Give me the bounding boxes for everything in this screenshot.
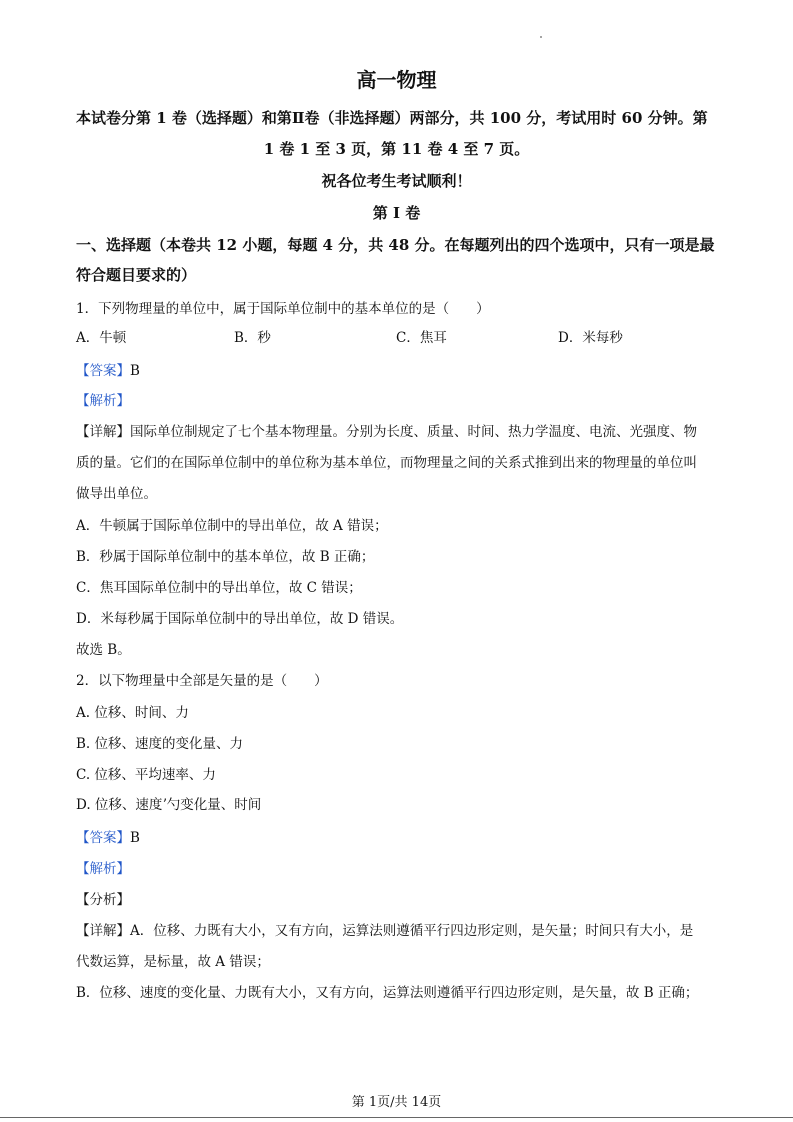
bottom-rule (0, 1117, 793, 1118)
q2-option-a: A. 位移、时间、力 (76, 705, 189, 721)
intro-line-2: 1 卷 1 至 3 页，第 11 卷 4 至 7 页。 (263, 140, 530, 158)
q1-explain-d: D．米每秒属于国际单位制中的导出单位，故 D 错误。 (76, 611, 404, 627)
q1-option-b: B．秒 (234, 330, 271, 346)
q1-option-d: D．米每秒 (558, 330, 623, 346)
q1-option-a: A．牛顿 (76, 330, 127, 346)
q1-analysis-tag: 【解析】 (76, 393, 130, 409)
q2-option-b: B. 位移、速度的变化量、力 (76, 736, 244, 752)
q2-answer-tag: 【答案】 (76, 830, 130, 846)
part-heading: 第 I 卷 (372, 204, 421, 222)
q1-explain-b: B．秒属于国际单位制中的基本单位，故 B 正确； (76, 549, 375, 565)
q2-detail-line-1 (76, 919, 693, 939)
scan-dot (540, 36, 542, 38)
q2-option-d: D. 位移、速度ʼ勺变化量、时间 (76, 797, 262, 813)
q1-answer-value: B (130, 363, 140, 379)
intro-line-1: 本试卷分第 1 卷（选择题）和第Ⅱ卷（非选择题）两部分，共 100 分，考试用时 60 分钟。第 (76, 109, 708, 127)
q1-detail-text-1: 国际单位制规定了七个基本物理量。分别为长度、质量、时间、热力学温度、电流、光强度、物 (130, 424, 697, 440)
q2-analysis-tag: 【解析】 (76, 861, 130, 877)
wish-text: 祝各位考生考试顺利！ (321, 172, 472, 190)
q2-option-c: C. 位移、平均速率、力 (76, 767, 216, 783)
q1-option-c: C．焦耳 (396, 330, 447, 346)
section-heading-line-2: 符合题目要求的） (76, 266, 197, 284)
q2-detail-line-3: B．位移、速度的变化量、力既有大小，又有方向，运算法则遵循平行四边形定则，是矢量，故 B 正确； (76, 985, 699, 1001)
q1-detail-line-2: 质的量。它们的在国际单位制中的单位称为基本单位，而物理量之间的关系式推到出来的物理量的单位叫 (76, 455, 697, 471)
q2-answer-value: B (130, 830, 140, 846)
page-title: 高一物理 (356, 68, 437, 92)
q2-answer (76, 826, 140, 846)
q1-detail-line-1 (76, 420, 697, 440)
q1-explain-c: C．焦耳国际单位制中的导出单位，故 C 错误； (76, 580, 362, 596)
q2-stem: 2．以下物理量中全部是矢量的是（ ） (76, 673, 328, 689)
section-heading-line-1: 一、选择题（本卷共 12 小题，每题 4 分，共 48 分。在每题列出的四个选项中，只有一项是最 (76, 236, 715, 254)
q2-detail-line-2: 代数运算，是标量，故 A 错误； (76, 954, 270, 970)
q1-conclusion: 故选 B。 (76, 642, 131, 658)
q1-answer (76, 359, 140, 379)
q1-explain-a: A．牛顿属于国际单位制中的导出单位，故 A 错误； (76, 518, 388, 534)
q2-fenxi-tag: 【分析】 (76, 892, 130, 908)
q2-detail-tag: 【详解】 (76, 923, 130, 939)
q1-detail-tag: 【详解】 (76, 424, 130, 440)
q2-detail-text-1: A．位移、力既有大小，又有方向，运算法则遵循平行四边形定则，是矢量；时间只有大小，是 (130, 923, 694, 939)
q1-stem: 1．下列物理量的单位中，属于国际单位制中的基本单位的是（ ） (76, 301, 490, 317)
q1-detail-line-3: 做导出单位。 (76, 486, 157, 502)
page-footer: 第 1页/共 14页 (351, 1095, 442, 1110)
q1-answer-tag: 【答案】 (76, 363, 130, 379)
